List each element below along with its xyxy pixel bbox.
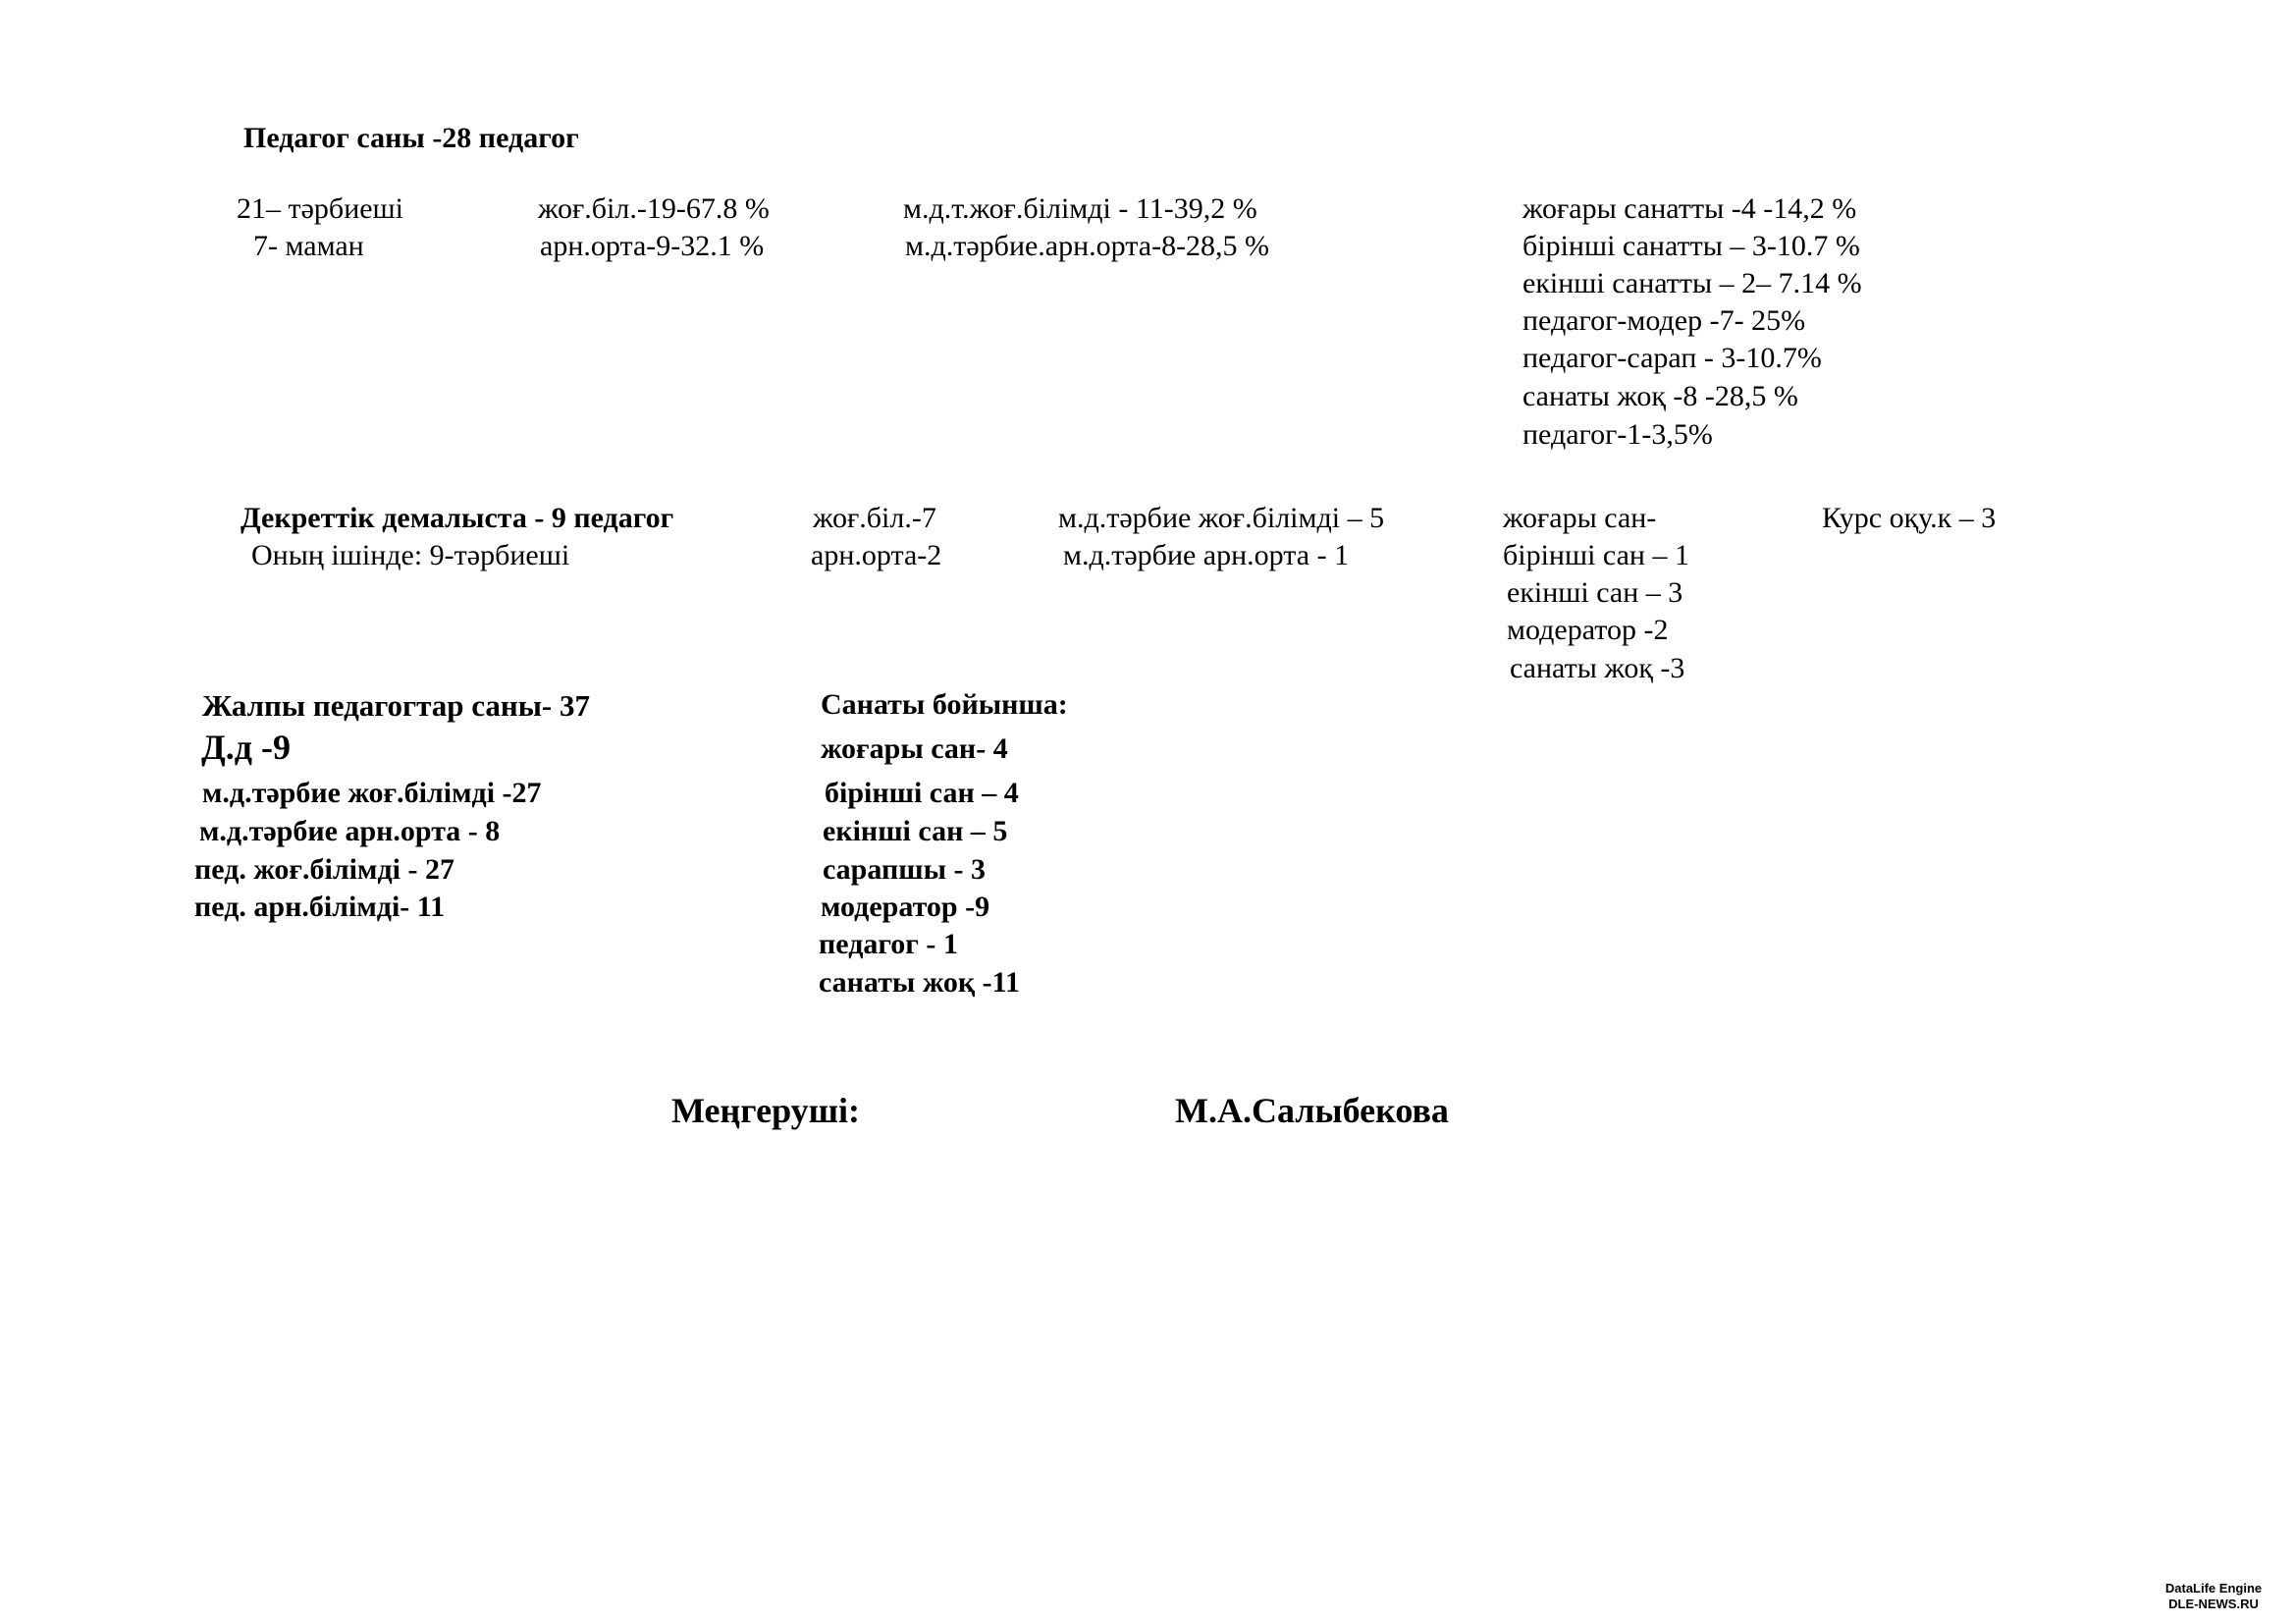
section1-col3-line: м.д.т.жоғ.білімді - 11-39,2 % — [903, 192, 1257, 225]
section1-col4-line: бірінші санатты – 3-10.7 % — [1522, 230, 1860, 262]
category-title: Санаты бойынша: — [821, 688, 1068, 721]
section3-left-line: пед. жоғ.білімді - 27 — [194, 853, 454, 886]
section2-col3-line: м.д.тәрбие арн.орта - 1 — [1063, 539, 1350, 571]
category-line: санаты жоқ -11 — [819, 966, 1020, 999]
category-line: педагог - 1 — [819, 928, 958, 960]
section1-col2-line: жоғ.біл.-19-67.8 % — [538, 192, 770, 225]
section2-col2-line: арн.орта-2 — [811, 539, 942, 571]
section1-col4-line: жоғары санатты -4 -14,2 % — [1522, 192, 1857, 225]
section1-col4-line: педагог-сарап - 3-10.7% — [1522, 342, 1822, 374]
category-line: екінші сан – 5 — [823, 815, 1008, 847]
section2-title: Декреттік демалыста - 9 педагог — [240, 502, 674, 534]
section1-col4-line: педагог-модер -7- 25% — [1522, 304, 1806, 337]
section2-col3-line: м.д.тәрбие жоғ.білімді – 5 — [1058, 502, 1385, 534]
section1-col4-line: педагог-1-3,5% — [1522, 418, 1713, 451]
watermark-line: DLE-NEWS.RU — [2168, 1597, 2259, 1612]
section2-col4-line: бірінші сан – 1 — [1503, 539, 1689, 571]
section3-left-line: пед. арн.білімді- 11 — [194, 891, 446, 923]
category-line: бірінші сан – 4 — [825, 777, 1019, 809]
section2-col4-line: модератор -2 — [1507, 614, 1669, 646]
section1-col1-line: 21– тәрбиеші — [237, 192, 403, 225]
section1-col2-line: арн.орта-9-32.1 % — [540, 230, 765, 262]
category-line: сарапшы - 3 — [823, 853, 986, 886]
section1-col1-line: 7- маман — [253, 230, 364, 262]
section2-col4-line: жоғары сан- — [1503, 502, 1657, 534]
section3-left-line: Д.д -9 — [201, 728, 291, 767]
section2-col4-line: санаты жоқ -3 — [1510, 652, 1685, 684]
section1-title: Педагог саны -28 педагог — [243, 122, 579, 154]
watermark — [2140, 1581, 2287, 1613]
signature-role: Меңгеруші: — [671, 1091, 861, 1130]
section2-col2-line: жоғ.біл.-7 — [813, 502, 936, 534]
section1-col4-line: санаты жоқ -8 -28,5 % — [1522, 380, 1798, 412]
signature-name: М.А.Салыбекова — [1175, 1091, 1449, 1130]
section2-subtitle: Оның ішінде: 9-тәрбиеші — [251, 539, 570, 571]
section2-course: Курс оқу.к – 3 — [1822, 502, 1997, 534]
section3-left-line: м.д.тәрбие арн.орта - 8 — [199, 815, 501, 847]
watermark-line: DataLife Engine — [2164, 1581, 2263, 1596]
section1-col3-line: м.д.тәрбие.арн.орта-8-28,5 % — [905, 230, 1270, 262]
category-line: жоғары сан- 4 — [821, 732, 1008, 765]
section3-left-line: м.д.тәрбие жоғ.білімді -27 — [202, 777, 542, 809]
section1-col4-line: екінші санатты – 2– 7.14 % — [1522, 267, 1862, 299]
section2-col4-line: екінші сан – 3 — [1507, 576, 1683, 609]
section3-left-line: Жалпы педагогтар саны- 37 — [202, 688, 591, 723]
category-line: модератор -9 — [821, 891, 990, 923]
